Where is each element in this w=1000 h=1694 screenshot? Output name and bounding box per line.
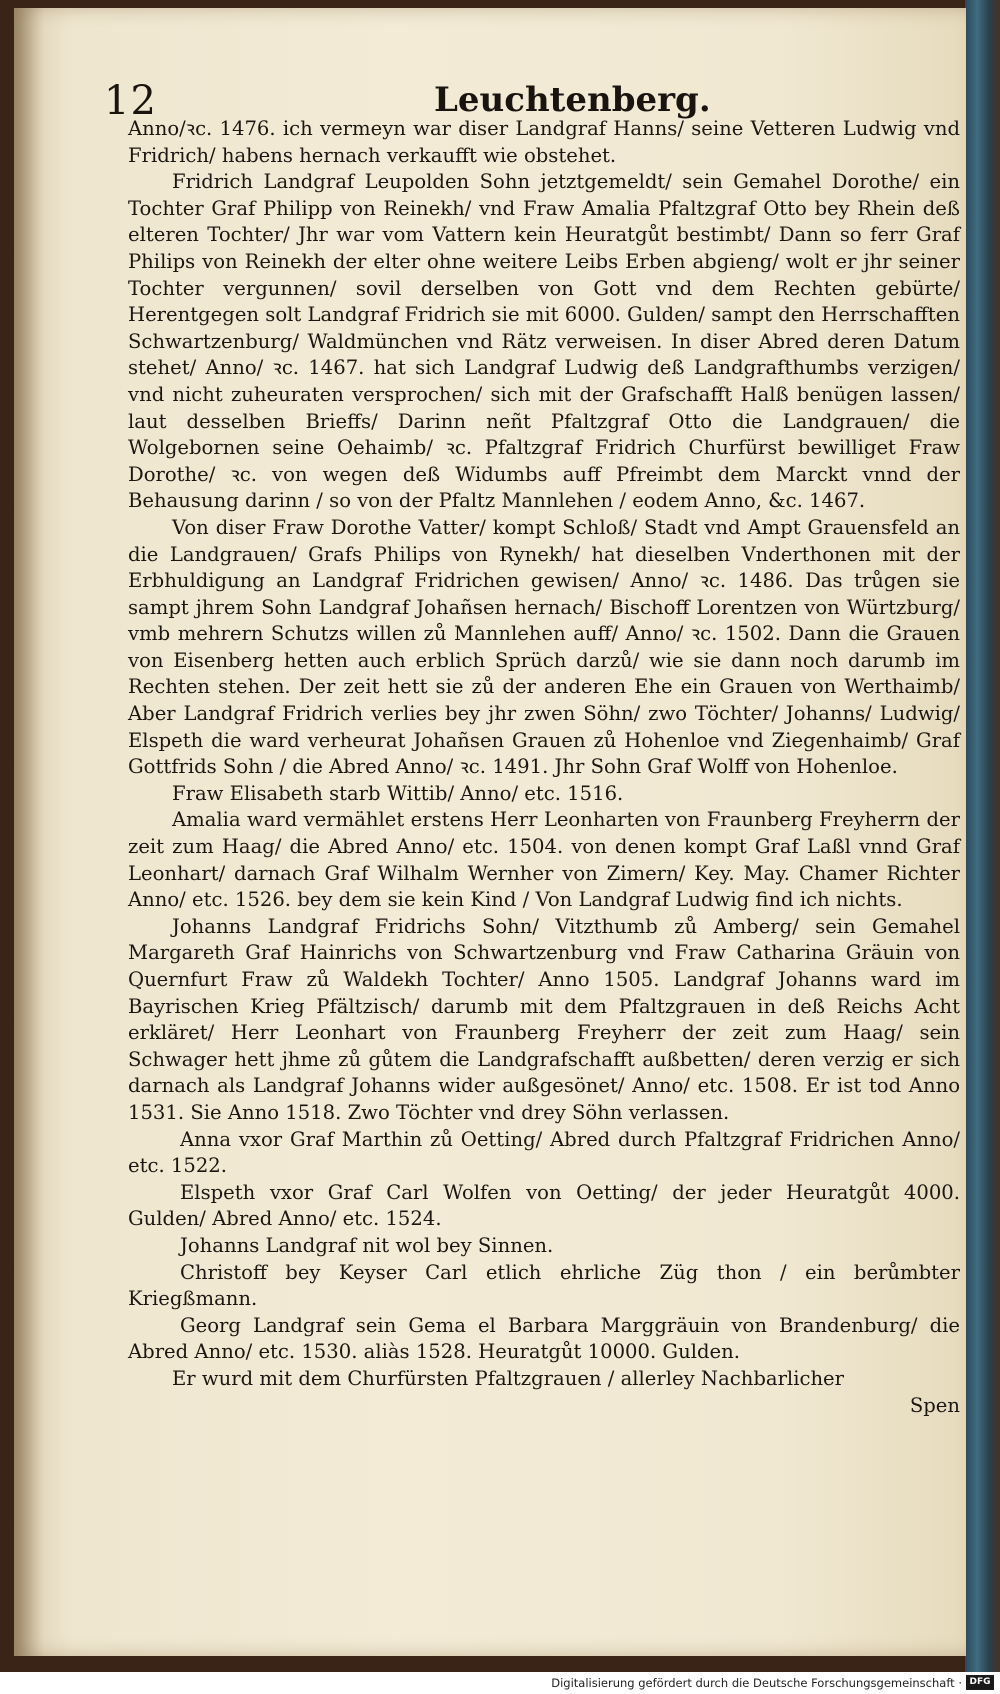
footer-bar [0,1672,1000,1694]
paragraph: Elspeth vxor Graf Carl Wolfen von Oetting/ der jeder Heuratgůt 4000. Gulden/ Abred Anno/ etc. 1524. [128,1180,960,1231]
gutter-shadow [14,8,44,1656]
paragraph: Von diser Fraw Dorothe Vatter/ kompt Schloß/ Stadt vnd Ampt Grauensfeld an die Landgrauen/ Grafs Philips von Rynekh/ hat dieselben Vnderthonen mit der Erbhuldigung an Landgraf Fridrichen gewisen/ Anno/ ꝛc. 1486. Das trůgen sie sampt jhrem Sohn Landgraf Johañsen hernach/ Bischoff Lorentzen von Würtzburg/ vmb mehrern Schutzs willen zů Mannlehen auff/ Anno/ ꝛc. 1502. Dann die Grauen von Eisenberg hetten auch erblich Sprüch darzů/ wie sie dann noch darumb im Rechten stehen. Der zeit hett sie zů der anderen Ehe ein Grauen von Werthaimb/ Aber Landgraf Fridrich verlies bey jhr zwen Söhn/ zwo Töchter/ Johanns/ Ludwig/ Elspeth die ward verheurat Johañsen Grauen zů Hohenloe vnd Ziegenhaimb/ Graf Gottfrids Sohn / die Abred Anno/ ꝛc. 1491. Jhr Sohn Graf Wolff von Hohenloe. [128,515,960,779]
paragraph: Er wurd mit dem Churfürsten Pfaltzgrauen / allerley Nachbarlicher [172,1366,845,1390]
catchword: Spen [909,1393,960,1417]
dfg-logo-icon: DFG [966,1675,994,1690]
book-cover-edge [965,0,1000,1672]
paragraph: Anno/ꝛc. 1476. ich vermeyn war diser Landgraf Hanns/ seine Vetteren Ludwig vnd Fridrich/ habens hernach verkaufft wie obstehet. [128,117,960,167]
body-text [128,116,960,1419]
paragraph: Christoff bey Keyser Carl etlich ehrliche Züg thon / ein berůmbter Kriegßmann. [128,1260,960,1311]
paragraph: Fridrich Landgraf Leupolden Sohn jetztgemeldt/ sein Gemahel Dorothe/ ein Tochter Graf Philipp von Reinekh/ vnd Fraw Amalia Pfaltzgraf Otto bey Rhein deß elteren Tochter/ Jhr war vom Vattern kein Heuratgůt bestimbt/ Dann so ferr Graf Philips von Reinekh der elter ohne weitere Leibs Erben abgieng/ wolt er jhr seiner Tochter vergunnen/ sovil derselben von Gott vnd dem Rechten gebürte/ Herentgegen solt Landgraf Fridrich sie mit 6000. Gulden/ sampt den Herrschafften Schwartzenburg/ Waldmünchen vnd Rätz verweisen. In diser Abred deren Datum stehet/ Anno/ ꝛc. 1467. hat sich Landgraf Ludwig deß Landgrafthumbs verzigen/ vnd nicht zuheuraten versprochen/ sich mit der Grafschafft Halß benügen lassen/ laut desselben Brieffs/ Darinn neñt Pfaltzgraf Otto die Landgrauen/ die Wolgebornen seine Oehaimb/ ꝛc. Pfaltzgraf Fridrich Churfürst bewilliget Fraw Dorothe/ ꝛc. von wegen deß Widumbs auff Pfreimbt dem Marckt vnnd der Behausung darinn / so von der Pfaltz Mannlehen / eodem Anno, &c. 1467. [128,170,960,513]
paragraph: Georg Landgraf sein Gema el Barbara Marggräuin von Brandenburg/ die Abred Anno/ etc. 1530. aliàs 1528. Heuratgůt 10000. Gulden. [128,1313,960,1364]
paragraph: Amalia ward vermählet erstens Herr Leonharten von Fraunberg Freyherrn der zeit zum Haag/ die Abred Anno/ etc. 1504. von denen kompt Graf Laßl vnnd Graf Leonhart/ darnach Graf Wilhalm Wernher von Zimern/ Key. May. Chamer Richter Anno/ etc. 1526. bey dem sie kein Kind / Von Landgraf Ludwig find ich nichts. [128,808,960,912]
paragraph: Fraw Elisabeth starb Wittib/ Anno/ etc. 1516. [172,781,624,805]
digitization-credit: Digitalisierung gefördert durch die Deutsche Forschungsgemeinschaft · [551,1676,962,1690]
running-title: Leuchtenberg. [434,80,711,120]
paragraph: Anna vxor Graf Marthin zů Oetting/ Abred durch Pfaltzgraf Fridrichen Anno/ etc. 1522. [128,1127,960,1178]
paragraph: Johanns Landgraf Fridrichs Sohn/ Vitzthumb zů Amberg/ sein Gemahel Margareth Graf Hainrichs von Schwartzenburg vnd Fraw Catharina Gräuin von Quernfurt Fraw zů Waldekh Tochter/ Anno 1505. Landgraf Johanns ward im Bayrischen Krieg Pfältzisch/ darumb mit dem Pfaltzgrauen in deß Reichs Acht erkläret/ Herr Leonhart von Fraunberg Freyherr der zeit zum Haag/ sein Schwager hett jhme zů gůtem die Landgrafschafft außbetten/ deren verzig er sich darnach als Landgraf Johanns wider außgesönet/ Anno/ etc. 1508. Er ist tod Anno 1531. Sie Anno 1518. Zwo Töchter vnd drey Söhn verlassen. [128,914,960,1124]
paragraph: Johanns Landgraf nit wol bey Sinnen. [180,1233,554,1257]
page-number: 12 [104,78,157,124]
